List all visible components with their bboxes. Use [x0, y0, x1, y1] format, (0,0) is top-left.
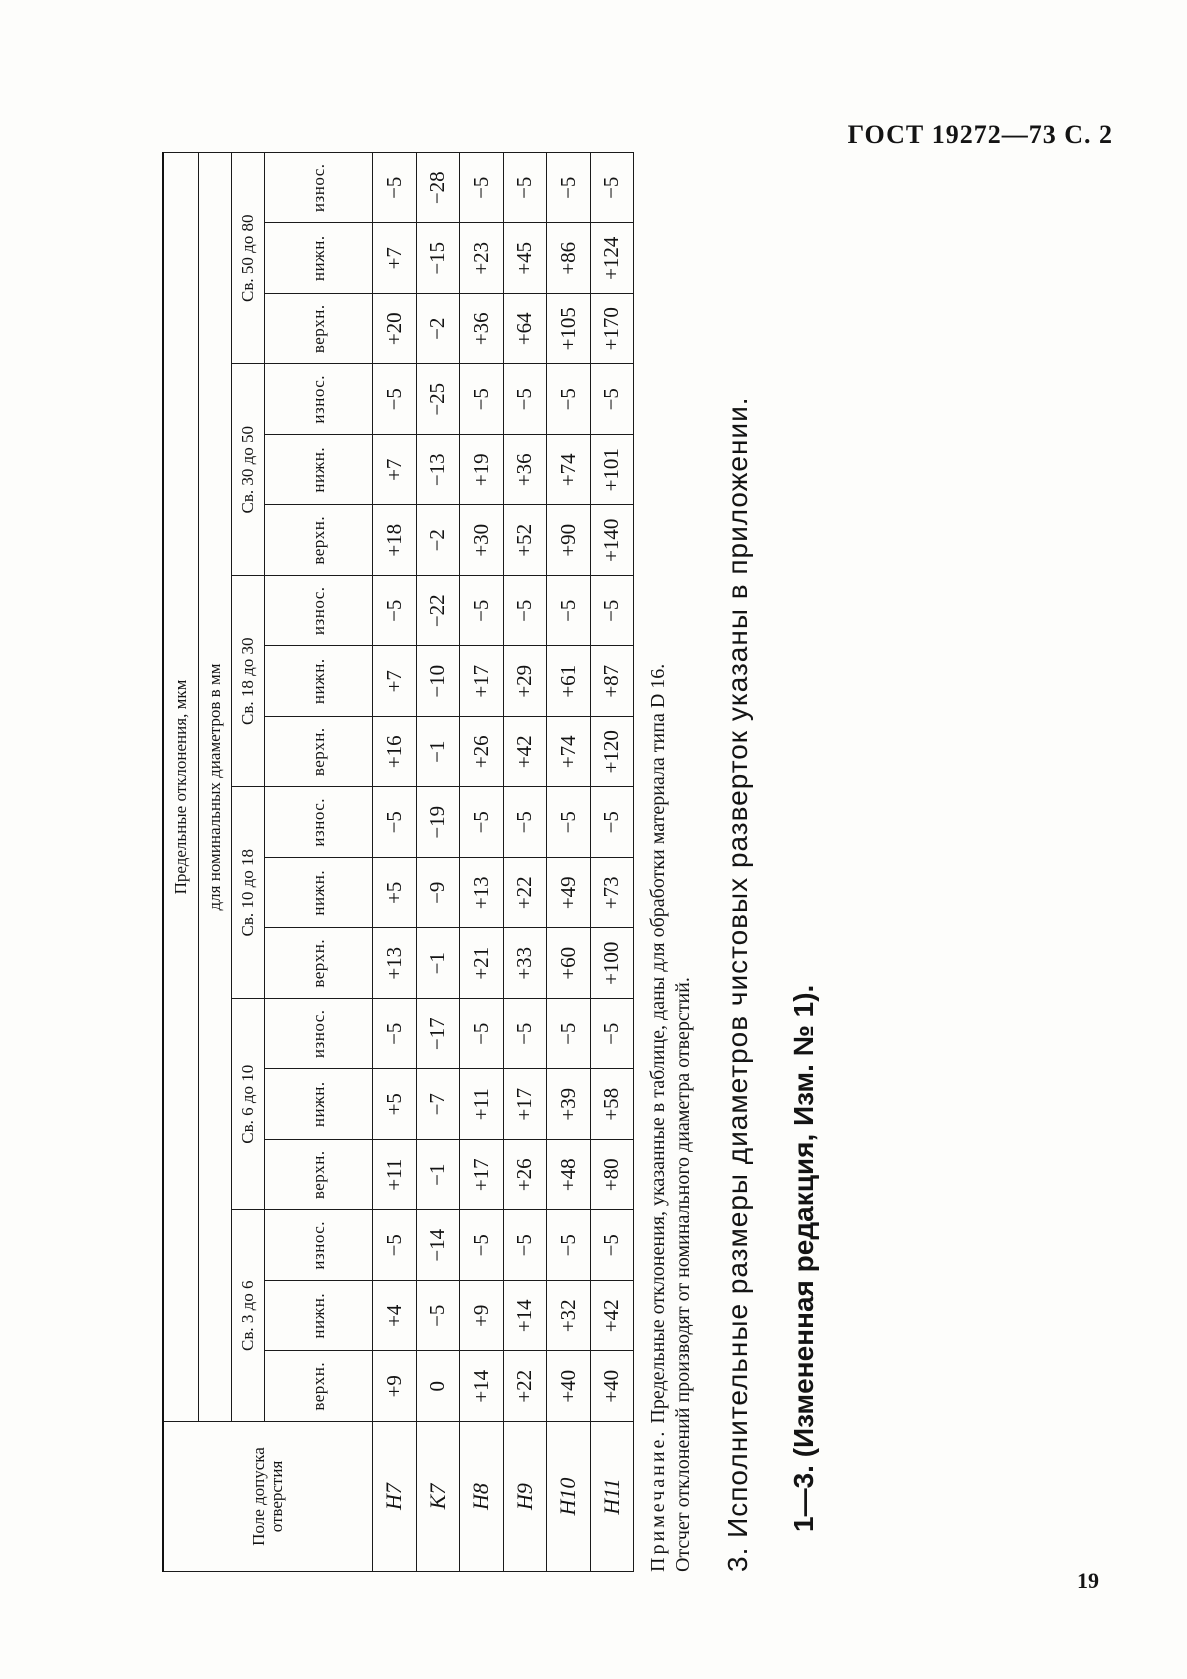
value-cell: −22 — [416, 576, 460, 647]
field-cell: H9 — [503, 1422, 547, 1572]
value-cell: +7 — [373, 646, 417, 717]
table-row — [416, 153, 460, 1572]
page-header: ГОСТ 19272—73 С. 2 — [847, 120, 1113, 149]
item-3-text: 3. Исполнительные размеры диаметров чистовых разверток указаны в приложении. — [722, 396, 753, 1572]
value-cell: −25 — [416, 364, 460, 435]
field-cell: H11 — [590, 1422, 634, 1572]
value-cell: +40 — [547, 1351, 591, 1422]
value-cell: −28 — [416, 153, 460, 224]
value-cell: −5 — [373, 153, 417, 224]
value-cell: −5 — [373, 576, 417, 647]
deviations-header: Предельные отклонения, мкм — [163, 153, 199, 1422]
field-cell: H10 — [547, 1422, 591, 1572]
value-cell: −10 — [416, 646, 460, 717]
value-cell: −5 — [460, 1210, 504, 1281]
table-note — [646, 132, 696, 1572]
range-header: Св. 3 до 6 — [232, 1210, 265, 1422]
value-cell: −5 — [547, 153, 591, 224]
range-header: Св. 18 до 30 — [232, 576, 265, 788]
range-header: Св. 30 до 50 — [232, 364, 265, 576]
value-cell: +5 — [373, 858, 417, 929]
value-cell: +170 — [590, 294, 634, 365]
diameters-header: для номинальных диаметров в мм — [199, 153, 232, 1422]
value-cell: +7 — [373, 223, 417, 294]
field-cell: H7 — [373, 1422, 417, 1572]
value-cell: +58 — [590, 1069, 634, 1140]
sub-header-lower: нижн. — [265, 1069, 373, 1140]
value-cell: −5 — [460, 576, 504, 647]
value-cell: −9 — [416, 858, 460, 929]
value-cell: +45 — [503, 223, 547, 294]
value-cell: +32 — [547, 1281, 591, 1352]
value-cell: +120 — [590, 717, 634, 788]
value-cell: −5 — [547, 787, 591, 858]
value-cell: −5 — [373, 787, 417, 858]
note-line-2: Отсчет отклонений производят от номинального диаметра отверстий. — [672, 977, 694, 1572]
value-cell: +22 — [503, 1351, 547, 1422]
value-cell: −5 — [460, 999, 504, 1070]
value-cell: −5 — [503, 1210, 547, 1281]
value-cell: +17 — [460, 1140, 504, 1211]
value-cell: +52 — [503, 505, 547, 576]
sub-header-upper: верхн. — [265, 505, 373, 576]
value-cell: +33 — [503, 928, 547, 999]
value-cell: +7 — [373, 435, 417, 506]
sub-header-lower: нижн. — [265, 858, 373, 929]
value-cell: −5 — [547, 1210, 591, 1281]
table-row — [590, 153, 634, 1572]
value-cell: −5 — [460, 787, 504, 858]
value-cell: −13 — [416, 435, 460, 506]
table-row — [373, 153, 417, 1572]
field-column-header: Поле допуска отверстия — [163, 1422, 373, 1572]
value-cell: +26 — [503, 1140, 547, 1211]
value-cell: +73 — [590, 858, 634, 929]
value-cell: +19 — [460, 435, 504, 506]
value-cell: +22 — [503, 858, 547, 929]
sub-header-lower: нижн. — [265, 1281, 373, 1352]
value-cell: +11 — [373, 1140, 417, 1211]
sub-header-wear: износ. — [265, 364, 373, 435]
value-cell: +39 — [547, 1069, 591, 1140]
value-cell: +64 — [503, 294, 547, 365]
value-cell: +26 — [460, 717, 504, 788]
value-cell: −5 — [460, 153, 504, 224]
value-cell: +20 — [373, 294, 417, 365]
value-cell: +140 — [590, 505, 634, 576]
value-cell: −5 — [590, 1210, 634, 1281]
value-cell: +23 — [460, 223, 504, 294]
value-cell: +17 — [460, 646, 504, 717]
value-cell: −5 — [503, 364, 547, 435]
field-cell: H8 — [460, 1422, 504, 1572]
value-cell: +16 — [373, 717, 417, 788]
value-cell: +90 — [547, 505, 591, 576]
value-cell: −5 — [590, 787, 634, 858]
value-cell: −5 — [373, 999, 417, 1070]
value-cell: −14 — [416, 1210, 460, 1281]
value-cell: +61 — [547, 646, 591, 717]
sub-header-wear: износ. — [265, 787, 373, 858]
value-cell: +36 — [460, 294, 504, 365]
value-cell: +5 — [373, 1069, 417, 1140]
value-cell: +105 — [547, 294, 591, 365]
value-cell: −5 — [373, 364, 417, 435]
value-cell: +49 — [547, 858, 591, 929]
value-cell: +29 — [503, 646, 547, 717]
value-cell: −5 — [416, 1281, 460, 1352]
sub-header-wear: износ. — [265, 1210, 373, 1281]
amendment-text: 1—3. (Измененная редакция, Изм. № 1). — [788, 984, 819, 1532]
value-cell: +48 — [547, 1140, 591, 1211]
value-cell: +18 — [373, 505, 417, 576]
note-line-1: Предельные отклонения, указанные в таблице, даны для обработки материала типа D 16. — [647, 663, 669, 1424]
value-cell: +9 — [460, 1281, 504, 1352]
value-cell: +9 — [373, 1351, 417, 1422]
value-cell: −1 — [416, 717, 460, 788]
value-cell: −5 — [547, 999, 591, 1070]
value-cell: +74 — [547, 435, 591, 506]
sub-header-upper: верхн. — [265, 928, 373, 999]
range-header: Св. 50 до 80 — [232, 153, 265, 365]
note-label: Примечание. — [647, 1428, 669, 1572]
page-number: 19 — [1077, 1568, 1099, 1593]
table-row — [460, 153, 504, 1572]
value-cell: +80 — [590, 1140, 634, 1211]
value-cell: +87 — [590, 646, 634, 717]
value-cell: −1 — [416, 1140, 460, 1211]
value-cell: −5 — [373, 1210, 417, 1281]
sub-header-wear: износ. — [265, 576, 373, 647]
rotated-content — [162, 92, 912, 1572]
value-cell: +21 — [460, 928, 504, 999]
value-cell: −19 — [416, 787, 460, 858]
sub-header-lower: нижн. — [265, 223, 373, 294]
value-cell: +30 — [460, 505, 504, 576]
value-cell: +42 — [503, 717, 547, 788]
value-cell: +60 — [547, 928, 591, 999]
range-header: Св. 10 до 18 — [232, 787, 265, 999]
sub-header-wear: износ. — [265, 999, 373, 1070]
value-cell: +17 — [503, 1069, 547, 1140]
value-cell: +14 — [460, 1351, 504, 1422]
field-cell: K7 — [416, 1422, 460, 1572]
sub-header-wear: износ. — [265, 153, 373, 224]
value-cell: −5 — [590, 153, 634, 224]
deviations-table — [162, 152, 634, 1572]
range-header: Св. 6 до 10 — [232, 999, 265, 1211]
value-cell: −5 — [590, 364, 634, 435]
value-cell: +11 — [460, 1069, 504, 1140]
value-cell: −2 — [416, 294, 460, 365]
table-row — [503, 153, 547, 1572]
sub-header-upper: верхн. — [265, 717, 373, 788]
value-cell: +101 — [590, 435, 634, 506]
value-cell: −17 — [416, 999, 460, 1070]
sub-header-lower: нижн. — [265, 435, 373, 506]
value-cell: −7 — [416, 1069, 460, 1140]
value-cell: +4 — [373, 1281, 417, 1352]
value-cell: −5 — [547, 364, 591, 435]
value-cell: −5 — [547, 576, 591, 647]
value-cell: −5 — [503, 787, 547, 858]
value-cell: −5 — [503, 999, 547, 1070]
value-cell: +86 — [547, 223, 591, 294]
value-cell: +74 — [547, 717, 591, 788]
value-cell: −15 — [416, 223, 460, 294]
sub-header-lower: нижн. — [265, 646, 373, 717]
value-cell: +100 — [590, 928, 634, 999]
value-cell: +36 — [503, 435, 547, 506]
value-cell: +13 — [373, 928, 417, 999]
value-cell: −2 — [416, 505, 460, 576]
value-cell: +40 — [590, 1351, 634, 1422]
value-cell: −5 — [590, 999, 634, 1070]
sub-header-upper: верхн. — [265, 294, 373, 365]
sub-header-upper: верхн. — [265, 1140, 373, 1211]
value-cell: −5 — [460, 364, 504, 435]
table-row — [547, 153, 591, 1572]
value-cell: −5 — [503, 153, 547, 224]
value-cell: −5 — [590, 576, 634, 647]
value-cell: 0 — [416, 1351, 460, 1422]
value-cell: −5 — [503, 576, 547, 647]
value-cell: +14 — [503, 1281, 547, 1352]
sub-header-upper: верхн. — [265, 1351, 373, 1422]
value-cell: +42 — [590, 1281, 634, 1352]
value-cell: +124 — [590, 223, 634, 294]
value-cell: +13 — [460, 858, 504, 929]
value-cell: −1 — [416, 928, 460, 999]
